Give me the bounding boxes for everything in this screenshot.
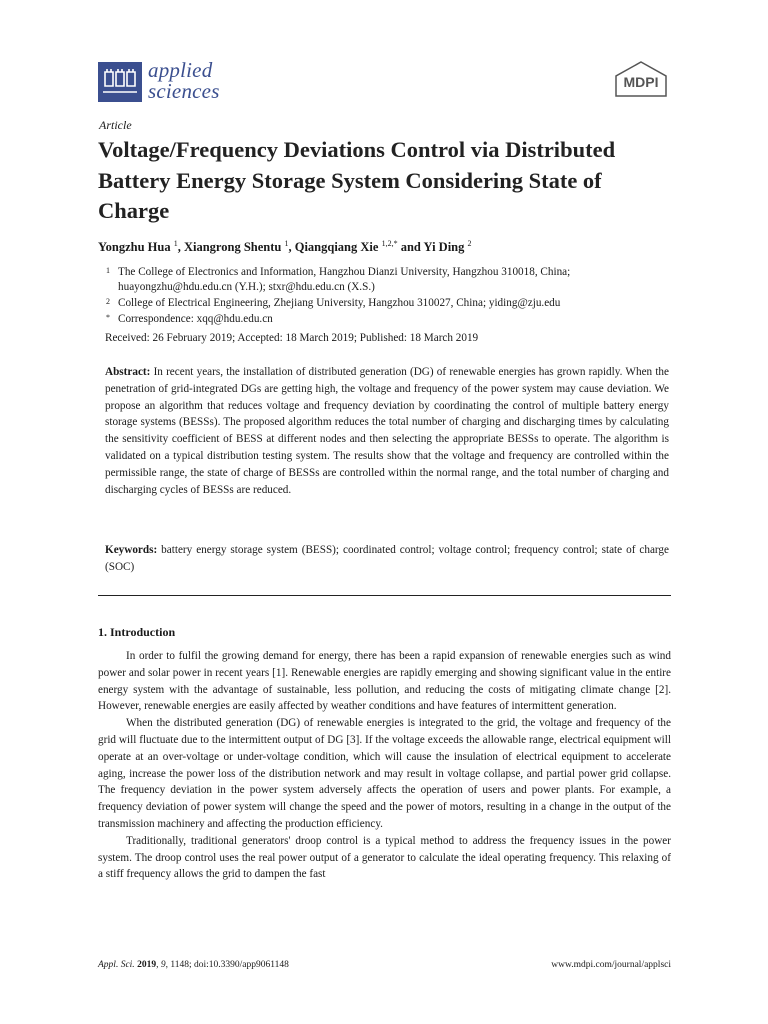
- article-type-label: Article: [99, 118, 132, 132]
- paper-title: Voltage/Frequency Deviations Control via Distributed Battery Energy Storage System Considering State of Charge: [98, 137, 616, 223]
- affiliation-number: 1: [106, 266, 110, 275]
- body-paragraph: In order to fulfil the growing demand for energy, there has been a rapid expansion of renewable energies such as wind power and solar power in recent years [1]. Renewable energies are rapidly emerging and showing significant value in the entire energy system with the advantage of sustainable, less pollution, and reducing the costs of mitigating climate change [2]. However, renewable energies are easily affected by weather conditions and have features of intermittent generation.: [98, 650, 671, 713]
- citation-volume: 9: [160, 960, 166, 970]
- affiliation-line: huayongzhu@hdu.edu.cn (Y.H.); stxr@hdu.edu.cn (X.S.): [118, 281, 375, 293]
- applied-sciences-logo-icon: [98, 62, 142, 102]
- affiliation-line: The College of Electronics and Information, Hangzhou Dianzi University, Hangzhou 310018, China;: [118, 266, 571, 278]
- author-name: Xiangrong Shentu: [183, 240, 285, 254]
- section-heading: 1. Introduction: [98, 625, 176, 639]
- affiliation-line: Correspondence: xqq@hdu.edu.cn: [118, 313, 273, 325]
- journal-name-line1: applied: [148, 58, 213, 82]
- author-name: Yongzhu Hua: [98, 240, 174, 254]
- abstract-text: In recent years, the installation of distributed generation (DG) of renewable energies has grown rapidly. When the penetration of grid-integrated DGs are getting high, the voltage and frequency of the power system may cause deviation. We propose an algorithm that reduces voltage and frequency deviation by coordinating the control of multiple battery energy storage systems (BESSs). The proposed algorithm reduces the total number of charging and discharging times by calculating the sensitivity coefficient of BESS at different nodes and then selecting the appropriate BESSs to operate. The algorithm is validated on a typical distribution testing system. The results show that the voltage and frequency are controlled within the permissible range, the state of charge of BESSs are controlled within the normal range, and the total number of charging and discharging cycles of BESSs are reduced.: [105, 366, 669, 496]
- mdpi-logo-icon: [612, 60, 670, 98]
- keywords-text: battery energy storage system (BESS); coordinated control; voltage control; frequency control; state of charge (SOC): [105, 544, 669, 573]
- keywords-label: Keywords:: [105, 544, 158, 556]
- citation-year: 2019: [137, 960, 157, 970]
- author-affiliation-marker: 1: [173, 238, 178, 248]
- affiliation-line: College of Electrical Engineering, Zhejiang University, Hangzhou 310027, China; yiding@zju.edu: [118, 297, 561, 309]
- author-list: Yongzhu Hua $^1$, Xiangrong Shentu $^1$, Qiangqiang Xie $^{1,2,*}$ and Yi Ding $^2$: [98, 238, 472, 254]
- divider-rule: [98, 595, 671, 596]
- publication-dates: Received: 26 February 2019; Accepted: 18 March 2019; Published: 18 March 2019: [105, 332, 479, 344]
- body-paragraph: Traditionally, traditional generators' droop control is a typical method to address the frequency issues in the power system. The droop control uses the real power output of a generator to calculate the ideal operating frequency. This relaxing of a stiff frequency allows the grid to dampen the fast: [98, 834, 671, 881]
- affiliation-number: 2: [106, 297, 110, 306]
- mdpi-logo-text: MDPI: [623, 74, 659, 90]
- journal-name: [148, 60, 220, 102]
- affiliation-number: *: [106, 313, 110, 322]
- journal-name-line2: sciences: [148, 79, 220, 103]
- author-affiliation-marker: 2: [467, 238, 472, 248]
- journal-abbreviation: Appl. Sci.: [98, 960, 135, 970]
- body-paragraph: When the distributed generation (DG) of renewable energies is integrated to the grid, the voltage and frequency of the grid will fluctuate due to the intermittent output of DG [3]. If the voltage exceeds the allowable range, electrical equipment will operate at an over-voltage or under-voltage condition, which will cause the insulation of electrical equipment to accelerate aging, increase the power loss of the distribution network and may result in voltage collapse, and partial power grid collapse. The frequency deviation in the power system adversely affects the operation of users and power plants. For example, a frequency deviation of power system will change the speed and the power of motors, resulting in a change in the output of the transmission machinery and affecting the production efficiency.: [98, 717, 671, 830]
- section-body: [98, 648, 671, 883]
- author-name: Qiangqiang Xie: [294, 240, 382, 254]
- citation-footer: Appl. Sci. 2019, 9, 1148; doi:10.3390/app9061148: [98, 960, 289, 970]
- citation-rest: , 1148; doi:10.3390/app9061148: [165, 960, 289, 970]
- abstract-label: Abstract:: [105, 366, 151, 378]
- keywords: [105, 542, 669, 576]
- journal-url-link[interactable]: www.mdpi.com/journal/applsci: [551, 960, 671, 970]
- abstract: [105, 364, 669, 498]
- author-affiliation-marker: 1,2,*: [381, 238, 398, 248]
- author-name: Yi Ding: [423, 240, 468, 254]
- author-affiliation-marker: 1: [284, 238, 289, 248]
